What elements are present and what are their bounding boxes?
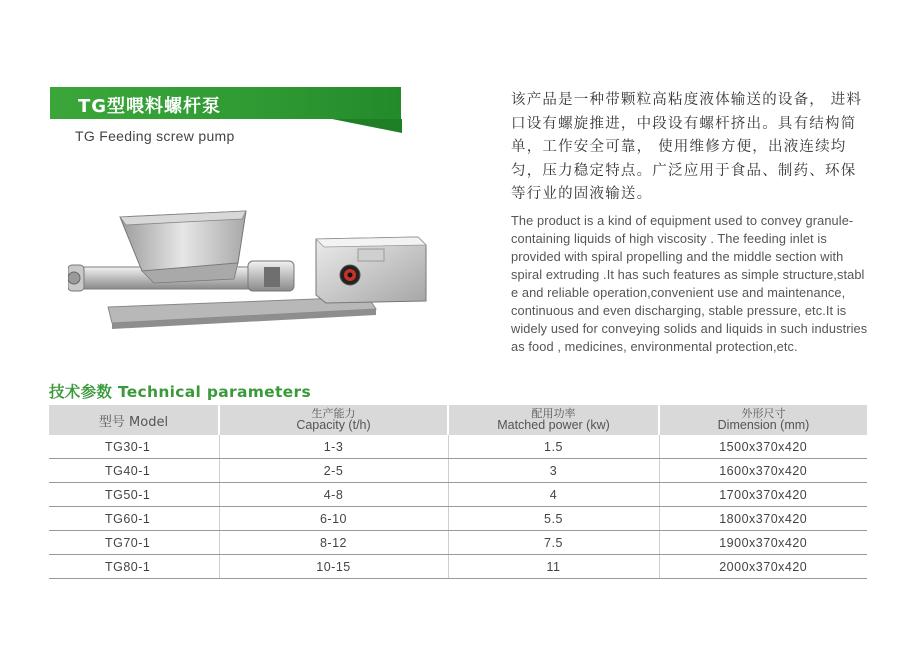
cell-dimension: 2000x370x420 [659, 555, 867, 579]
cell-model: TG30-1 [49, 435, 219, 459]
cell-capacity: 2-5 [219, 459, 448, 483]
table-row [49, 459, 867, 483]
cell-power: 7.5 [448, 531, 659, 555]
cell-model: TG40-1 [49, 459, 219, 483]
cell-capacity: 1-3 [219, 435, 448, 459]
column-header-dimension-en: Dimension (mm) [717, 418, 810, 432]
banner-tail [332, 119, 402, 133]
table-row [49, 435, 867, 459]
cell-power: 11 [448, 555, 659, 579]
column-header-capacity-en: Capacity (t/h) [296, 418, 371, 432]
technical-parameters-table [49, 405, 867, 579]
page-title: TG型喂料螺杆泵 [78, 96, 222, 117]
cell-power: 5.5 [448, 507, 659, 531]
table-row [49, 507, 867, 531]
table-row [49, 531, 867, 555]
description-english: The product is a kind of equipment used to convey granule-containing liquids of high viscosity . The feeding inlet is provided with spiral propelling and the middle section with spiral extruding .It has such features as simple structure,stabl e and reliable operation,convenient use and maintenance, continuous and even discharging, stable pressure, etc.It is widely used for conveying solids and liquids in such industries as food , medicines, environmental protection,etc. [511, 213, 868, 354]
cell-dimension: 1900x370x420 [659, 531, 867, 555]
column-header-power-cn: 配用功率 [531, 407, 576, 420]
cell-power: 1.5 [448, 435, 659, 459]
page-subtitle: TG Feeding screw pump [75, 128, 235, 144]
cell-model: TG50-1 [49, 483, 219, 507]
cell-capacity: 4-8 [219, 483, 448, 507]
cell-dimension: 1500x370x420 [659, 435, 867, 459]
column-header-model-label: 型号 Model [98, 414, 169, 430]
cell-model: TG80-1 [49, 555, 219, 579]
column-header-power-en: Matched power (kw) [497, 418, 610, 432]
column-header-capacity-cn: 生产能力 [311, 407, 356, 420]
cell-model: TG70-1 [49, 531, 219, 555]
title-banner [50, 87, 401, 119]
column-header-power [448, 405, 659, 435]
cell-dimension: 1800x370x420 [659, 507, 867, 531]
cell-capacity: 10-15 [219, 555, 448, 579]
cell-capacity: 8-12 [219, 531, 448, 555]
section-title-technical-parameters: 技术参数 Technical parameters [49, 383, 311, 401]
cell-dimension: 1600x370x420 [659, 459, 867, 483]
table-header-row [49, 405, 867, 435]
table-row [49, 555, 867, 579]
feeding-screw-pump-illustration [68, 205, 430, 335]
column-header-dimension [659, 405, 867, 435]
cell-power: 3 [448, 459, 659, 483]
description-chinese: 该产品是一种带颗粒高粘度液体输送的设备， 进料口设有螺旋推进，中段设有螺杆挤出。具有结构简单，工作安全可靠， 使用维修方便，出液连续均匀，压力稳定特点。广泛应用于食品、制药、环保等行业的固液输送。 [511, 92, 863, 202]
cell-power: 4 [448, 483, 659, 507]
cell-model: TG60-1 [49, 507, 219, 531]
table-row [49, 483, 867, 507]
cell-capacity: 6-10 [219, 507, 448, 531]
column-header-model [49, 405, 219, 435]
column-header-dimension-cn: 外形尺寸 [741, 407, 786, 420]
cell-dimension: 1700x370x420 [659, 483, 867, 507]
column-header-capacity [219, 405, 448, 435]
